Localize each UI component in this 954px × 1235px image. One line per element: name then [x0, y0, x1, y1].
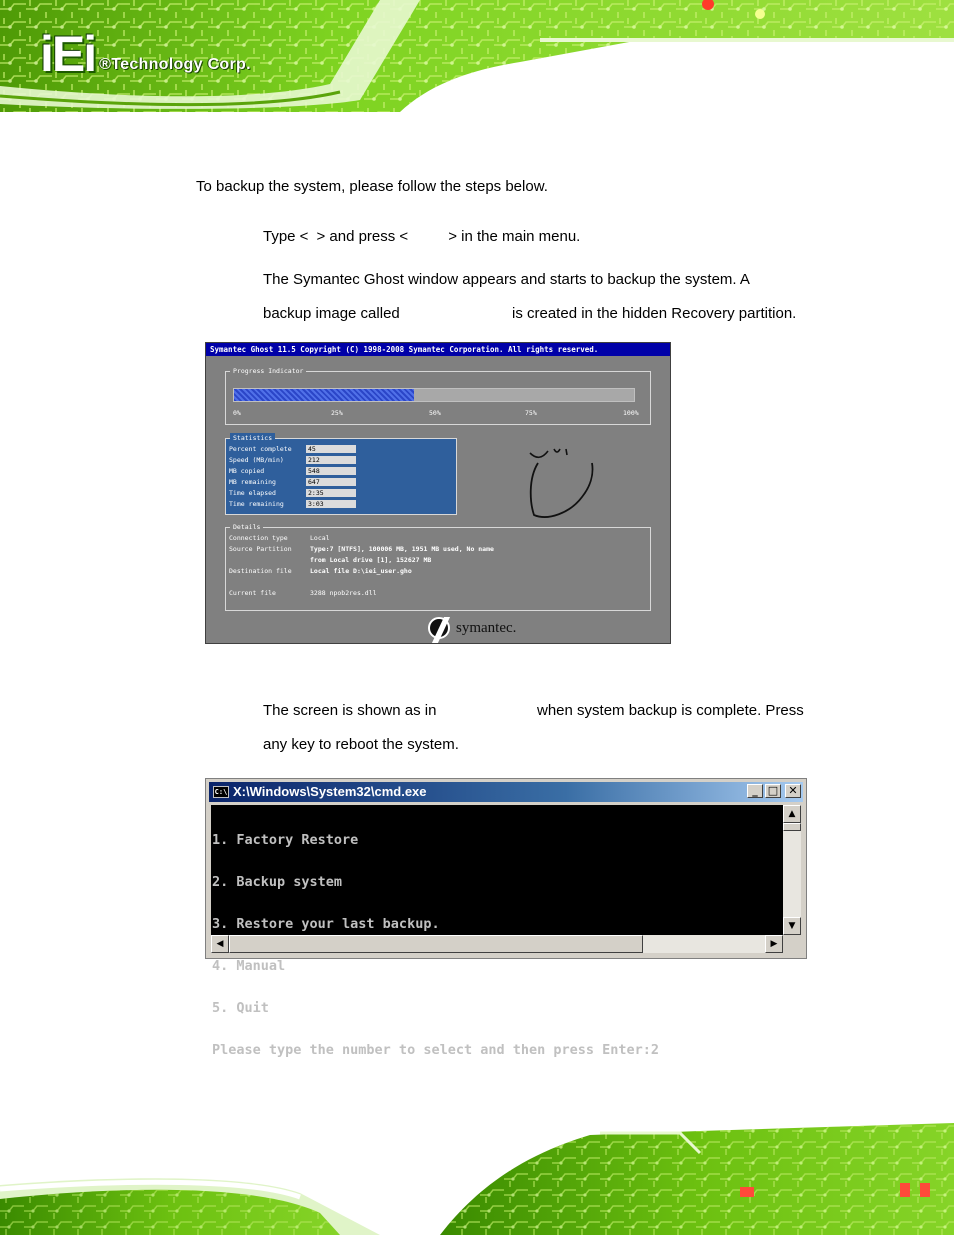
cmd-title-bar[interactable]: [209, 782, 803, 802]
stat-value: 212: [306, 456, 356, 464]
details-label: Details: [230, 522, 263, 532]
ghost-title-bar: Symantec Ghost 11.5 Copyright (C) 1998-2008 Symantec Corporation. All rights reserved.: [206, 343, 670, 356]
vertical-scrollbar[interactable]: [783, 805, 801, 935]
step3-line2: any key to reboot the system.: [263, 736, 459, 753]
console-line: 4. Manual: [212, 958, 286, 974]
details-group: [225, 523, 651, 611]
stat-time-remaining: [229, 499, 284, 509]
logo-text: ®Technology Corp.: [99, 56, 251, 73]
stat-label: MB remaining: [229, 478, 276, 486]
maximize-button[interactable]: □: [765, 784, 781, 798]
stat-value: 548: [306, 467, 356, 475]
step1-text: [263, 228, 580, 246]
stat-label: Percent complete: [229, 445, 292, 453]
scroll-up-button[interactable]: ▲: [783, 805, 801, 823]
stat-value: 45: [306, 445, 356, 453]
console-line: 1. Factory Restore: [212, 832, 359, 848]
header-banner: [0, 0, 954, 112]
detail-connection-label: Connection type: [229, 534, 288, 542]
statistics-group: [225, 434, 457, 515]
stat-value: 647: [306, 478, 356, 486]
stat-mb-remaining: [229, 477, 276, 487]
vertical-scroll-thumb[interactable]: [783, 823, 801, 831]
tick-75: 75%: [525, 409, 537, 417]
detail-current-value: 3288 npob2res.dll: [310, 589, 377, 597]
ghost-mascot-icon: [524, 439, 604, 523]
progress-indicator-group: [225, 367, 651, 425]
stat-label: Time remaining: [229, 500, 284, 508]
detail-source-value2: from Local drive [1], 152627 MB: [310, 556, 432, 564]
minimize-button[interactable]: _: [747, 784, 763, 798]
symantec-ghost-window: [205, 342, 671, 644]
tick-100: 100%: [623, 409, 639, 417]
detail-destination-value: Local file D:\iei_user.gho: [310, 567, 412, 575]
cmd-window: [205, 778, 807, 1058]
logo-mark: iEi: [40, 26, 96, 82]
step2-line2a: backup image called: [263, 305, 400, 322]
step1-part2: > and press <: [316, 228, 409, 245]
detail-source-value1: Type:7 [NTFS], 100006 MB, 1951 MB used, No name: [310, 545, 494, 553]
stat-label: Time elapsed: [229, 489, 276, 497]
stat-time-elapsed: [229, 488, 276, 498]
stat-label: Speed (MB/min): [229, 456, 284, 464]
console-line: 2. Backup system: [212, 874, 343, 890]
console-line: Please type the number to select and then press Enter:2: [212, 1042, 660, 1058]
detail-connection-value: Local: [310, 534, 330, 542]
stat-label: MB copied: [229, 467, 265, 475]
step1-part1: Type <: [263, 228, 309, 245]
scroll-right-button[interactable]: ▶: [765, 935, 783, 953]
scroll-down-button[interactable]: ▼: [783, 917, 801, 935]
symantec-icon: [428, 617, 450, 639]
horizontal-scroll-thumb[interactable]: [229, 935, 643, 953]
stat-percent-complete: [229, 444, 292, 454]
progress-indicator-label: Progress Indicator: [230, 366, 306, 376]
stat-value: 3:03: [306, 500, 356, 508]
stat-speed: [229, 455, 284, 465]
stat-mb-copied: [229, 466, 264, 476]
close-button[interactable]: ✕: [785, 784, 801, 798]
horizontal-scrollbar[interactable]: [211, 935, 783, 953]
console-output[interactable]: [211, 805, 784, 1058]
progress-ticks: [233, 408, 643, 418]
tick-25: 25%: [331, 409, 343, 417]
resize-grip[interactable]: [783, 935, 801, 953]
step3-line1a: The screen is shown as in: [263, 702, 437, 719]
progress-bar-fill: [234, 389, 414, 401]
tick-0: 0%: [233, 409, 241, 417]
statistics-label: Statistics: [230, 433, 275, 443]
scroll-left-button[interactable]: ◀: [211, 935, 229, 953]
console-line: 3. Restore your last backup.: [212, 916, 440, 932]
step2-line1: The Symantec Ghost window appears and starts to backup the system. A: [263, 271, 750, 288]
step1-part3: > in the main menu.: [448, 228, 581, 245]
step3-line1b: when system backup is complete. Press: [537, 702, 804, 719]
tick-50: 50%: [429, 409, 441, 417]
console-line: [212, 1085, 784, 1099]
step2-line2b: is created in the hidden Recovery partition.: [512, 305, 797, 322]
intro-text: To backup the system, please follow the steps below.: [196, 178, 548, 195]
symantec-logo: [428, 617, 516, 639]
stat-value: 2:35: [306, 489, 356, 497]
detail-current-label: Current file: [229, 589, 276, 597]
progress-bar: [233, 388, 635, 402]
console-line: 5. Quit: [212, 1000, 269, 1016]
detail-destination-label: Destination file: [229, 567, 292, 575]
detail-source-label: Source Partition: [229, 545, 292, 553]
cmd-title: X:\Windows\System32\cmd.exe: [233, 784, 427, 799]
footer-banner: [0, 1123, 954, 1235]
footer-circuit-graphic: [0, 1123, 954, 1235]
iei-logo: [40, 26, 251, 82]
symantec-brand: symantec.: [456, 619, 517, 636]
cmd-app-icon[interactable]: C:\: [214, 788, 228, 796]
